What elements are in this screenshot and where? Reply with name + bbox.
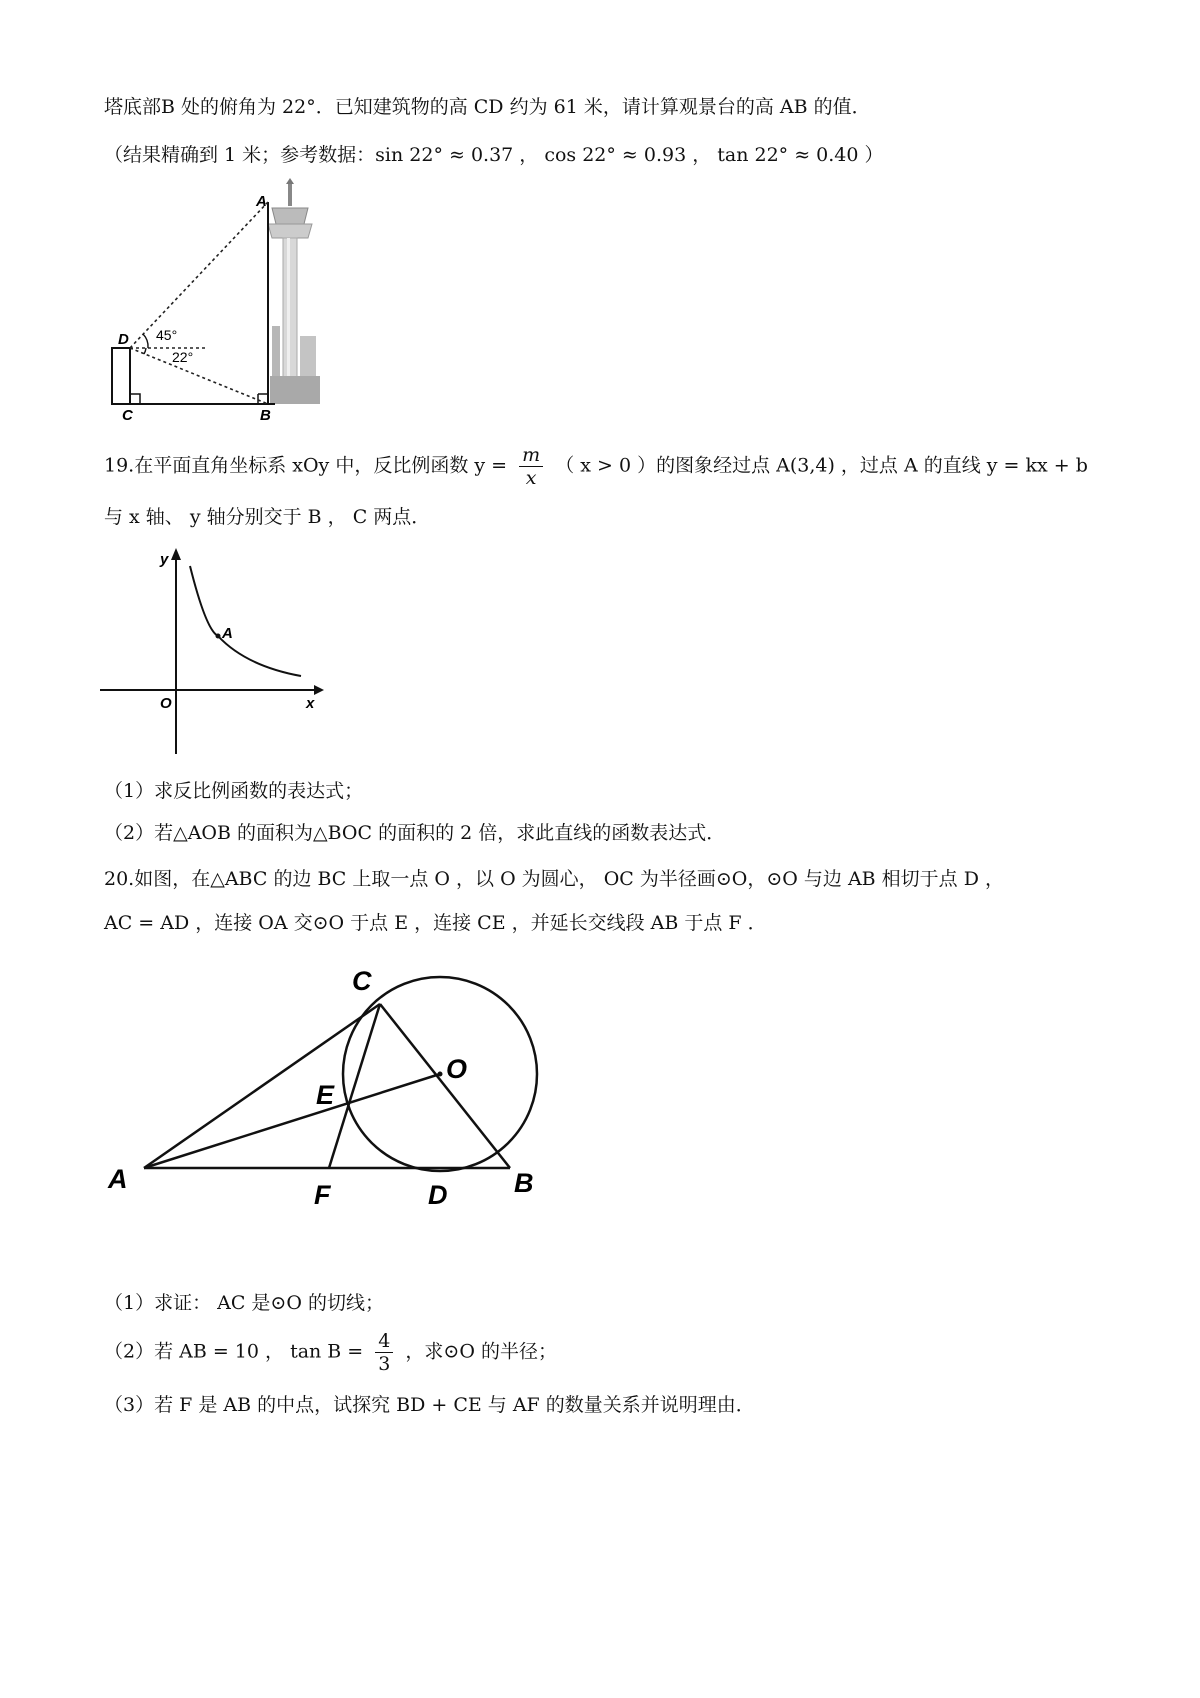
label-e: E xyxy=(316,1080,335,1110)
p20-q2-fraction-num: 4 xyxy=(375,1330,393,1353)
p19-line1-prefix: 19.在平面直角坐标系 xOy 中，反比例函数 y = xyxy=(104,454,508,477)
building-cd xyxy=(112,348,130,404)
label-a: A xyxy=(256,193,267,210)
label-b: B xyxy=(514,1168,534,1198)
label-d: D xyxy=(118,331,129,348)
x-axis-arrow-icon xyxy=(314,685,324,695)
p19-fraction-den: x xyxy=(525,467,537,489)
hyperbola-curve xyxy=(190,566,301,676)
p20-question-2 xyxy=(104,1330,557,1375)
p18-text-line2: （结果精确到 1 米；参考数据：sin 22° ≈ 0.37 ， cos 22° ≈ 0.93 ， tan 22° ≈ 0.40 ） xyxy=(104,144,884,166)
label-a: A xyxy=(222,625,233,642)
p19-fraction-num: m xyxy=(519,444,543,467)
label-c: C xyxy=(352,966,372,996)
angle-arc-45 xyxy=(143,334,148,348)
label-angle-45: 45° xyxy=(156,327,178,343)
p19-question-1: （1）求反比例函数的表达式； xyxy=(104,780,364,802)
p19-line1-suffix: （ x > 0 ）的图象经过点 A(3,4) ，过点 A 的直线 y = kx + b xyxy=(555,454,1088,477)
p19-question-2: （2）若△AOB 的面积为△BOC 的面积的 2 倍，求此直线的函数表达式． xyxy=(104,822,726,844)
p18-text-line1: 塔底部B 处的俯角为 22°．已知建筑物的高 CD 约为 61 米，请计算观景台的高 AB 的值． xyxy=(104,96,871,118)
p20-figure xyxy=(100,956,560,1216)
p18-figure xyxy=(100,176,340,426)
label-y: y xyxy=(160,551,169,568)
p20-question-1: （1）求证： AC 是⊙O 的切线； xyxy=(104,1292,384,1314)
point-a xyxy=(216,634,221,639)
p20-text-line1: 20.如图，在△ABC 的边 BC 上取一点 O ，以 O 为圆心， OC 为半径画⊙O，⊙O 与边 AB 相切于点 D ， xyxy=(104,868,1004,890)
right-angle-c xyxy=(130,394,140,404)
p20-q2-suffix: ，求⊙O 的半径； xyxy=(405,1340,557,1363)
label-o: O xyxy=(446,1054,468,1084)
segment-ao xyxy=(144,1074,440,1168)
point-o xyxy=(438,1072,443,1077)
label-angle-22: 22° xyxy=(172,349,194,365)
p20-q2-prefix: （2）若 AB = 10 ， tan B = xyxy=(104,1340,364,1363)
p20-q2-fraction-den: 3 xyxy=(378,1353,391,1375)
p20-q2-fraction xyxy=(375,1330,393,1375)
p20-text-line2: AC = AD ，连接 OA 交⊙O 于点 E ，连接 CE ，并延长交线段 AB 于点 F ． xyxy=(104,912,767,934)
label-c: C xyxy=(122,407,133,424)
p19-text-line2: 与 x 轴、 y 轴分别交于 B ， C 两点． xyxy=(104,506,431,528)
p19-text-line1 xyxy=(104,444,1088,489)
tower-illustration xyxy=(268,178,320,404)
sightline-db xyxy=(130,348,268,404)
y-axis-arrow-icon xyxy=(171,548,181,560)
label-d: D xyxy=(428,1180,448,1210)
label-f: F xyxy=(314,1180,331,1210)
label-a: A xyxy=(108,1164,128,1194)
p19-fraction xyxy=(519,444,543,489)
label-b: B xyxy=(260,407,271,424)
p19-figure xyxy=(96,540,336,760)
p20-question-3: （3）若 F 是 AB 的中点，试探究 BD + CE 与 AF 的数量关系并说明理由． xyxy=(104,1394,755,1416)
angle-arc-22 xyxy=(144,348,146,354)
label-x: x xyxy=(306,695,315,712)
label-o: O xyxy=(160,695,172,712)
sightline-da xyxy=(130,202,268,348)
